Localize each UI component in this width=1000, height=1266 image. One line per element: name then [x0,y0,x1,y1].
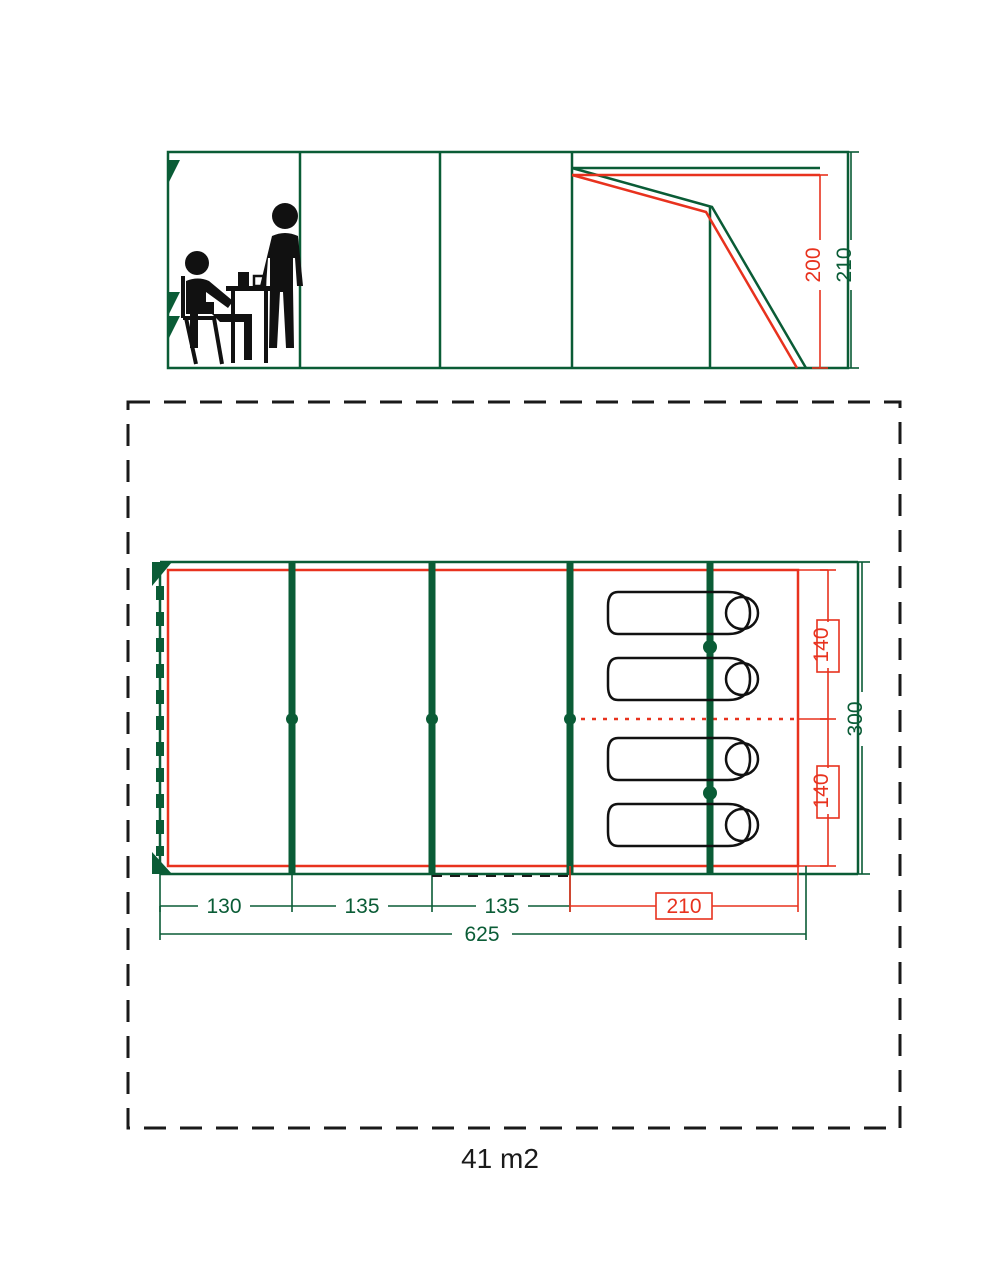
dimension-300-label: 300 [844,701,867,737]
side-elevation-group [168,152,859,368]
elevation-red-outline [572,175,820,368]
berth-1 [608,592,758,634]
elevation-dim-200-label: 200 [802,247,825,283]
berth-2 [608,658,758,700]
floor-plan-group [152,562,870,946]
berth-3 [608,738,758,780]
dimension-130-label: 130 [206,895,242,918]
dimension-140-upper-label: 140 [810,627,833,663]
elevation-dim-210-label: 210 [833,247,856,283]
elevation-peg-marks [168,160,180,340]
elevation-figures [183,203,303,364]
dimension-135-a-label: 135 [344,895,380,918]
floorplan-green-outline [160,562,858,874]
footprint-area-label: 41 m2 [461,1143,539,1174]
pitch-footprint-box [128,402,900,1128]
dimension-210-label: 210 [666,895,702,918]
dimension-135-b-label: 135 [484,895,520,918]
berth-4 [608,804,758,846]
dimension-140-lower-label: 140 [810,773,833,809]
floorplan-pole-hubs [286,640,717,800]
dimension-625-label: 625 [464,923,500,946]
